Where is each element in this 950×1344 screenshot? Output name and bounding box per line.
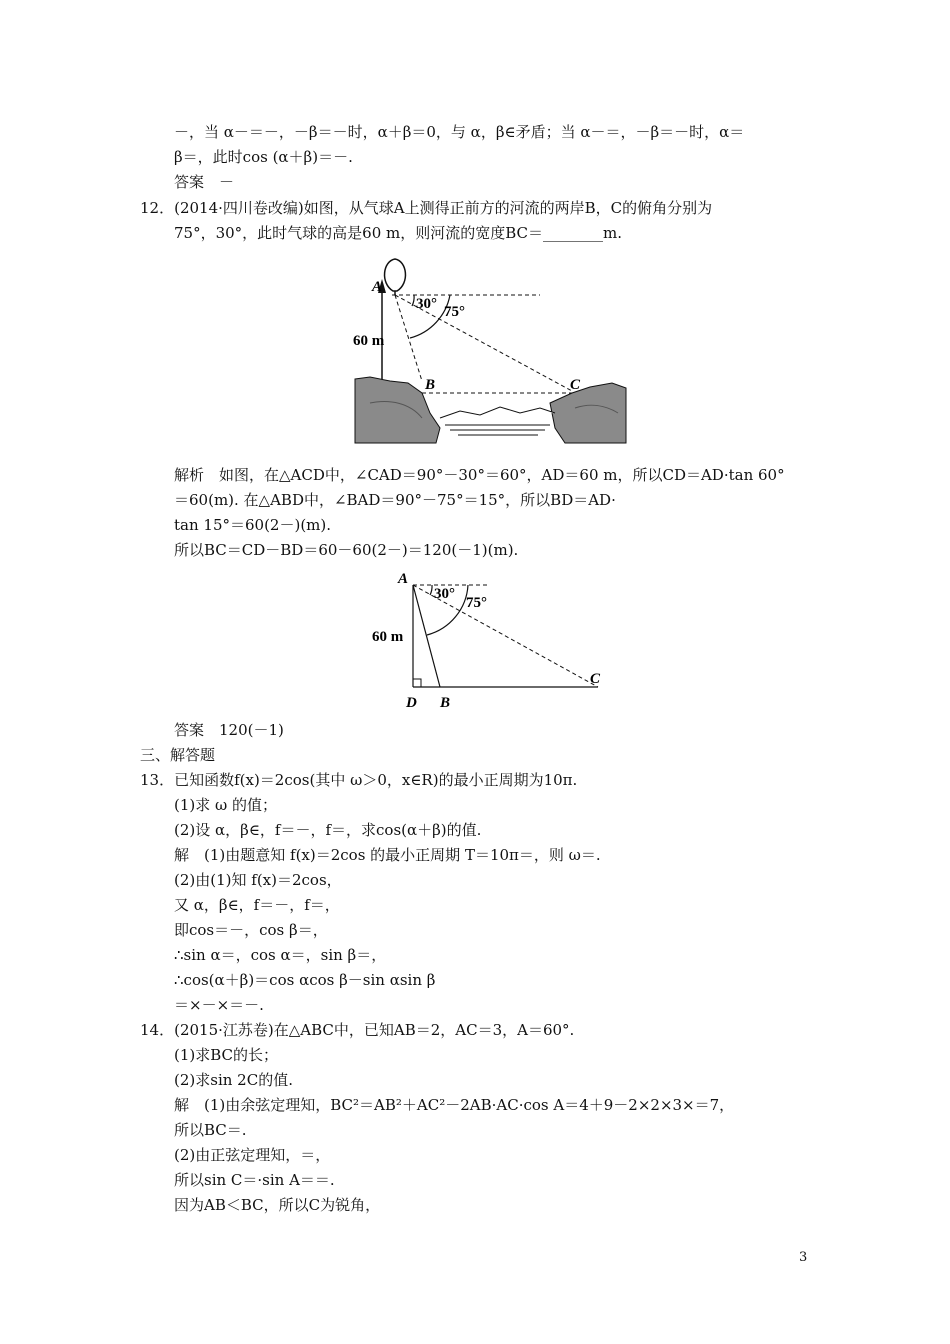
balloon-river-figure [350, 253, 630, 448]
text-line: 解 (1)由余弦定理知，BC²＝AB²＋AC²－2AB·AC·cos A＝4＋9－2×2×3×＝7， [174, 1096, 735, 1114]
problem-13-title: 13．已知函数f(x)＝2cos(其中 ω＞0，x∈R)的最小正周期为10π. [140, 771, 578, 789]
text-line: 解 (1)由题意知 f(x)＝2cos 的最小正周期 T＝10π＝，则 ω＝. [174, 846, 601, 864]
text-line: 答案 － [174, 173, 235, 191]
text-line: 答案 120(－1) [174, 721, 284, 739]
text-line: 即cos＝－，cos β＝， [174, 921, 328, 939]
section-heading: 三、解答题 [140, 746, 216, 764]
text-line: (2)由正弦定理知，＝， [174, 1146, 331, 1164]
text-line: 因为AB＜BC，所以C为锐角， [174, 1196, 381, 1214]
problem-12-title: 12．(2014·四川卷改编)如图，从气球A上测得正前方的河流的两岸B，C的俯角分别为 [140, 199, 713, 217]
height-label: 60 m [372, 629, 404, 645]
text-line: 所以sin C＝·sin A＝＝. [174, 1171, 335, 1189]
text-line: tan 15°＝60(2－)(m). [174, 516, 332, 534]
text-line: 75°，30°，此时气球的高是60 m，则河流的宽度BC＝________m. [174, 224, 623, 242]
triangle-figure [370, 565, 620, 715]
text-line: ∴cos(α＋β)＝cos αcos β－sin αsin β [174, 971, 436, 989]
label-b: B [440, 695, 451, 711]
text-line: 又 α，β∈，f＝－，f＝， [174, 896, 340, 914]
label-c: C [570, 377, 581, 393]
label-a: A [372, 279, 383, 295]
page-number: 3 [799, 1250, 808, 1265]
text-line: ∴sin α＝，cos α＝，sin β＝， [174, 946, 387, 964]
height-label: 60 m [353, 333, 385, 349]
text-line: (2)求sin 2C的值. [174, 1071, 293, 1089]
label-c: C [590, 671, 601, 687]
angle-30-label: 30° [416, 296, 437, 312]
text-line: 所以BC＝. [174, 1121, 247, 1139]
text-line: (1)求 ω 的值； [174, 796, 278, 814]
text-line: β＝，此时cos (α＋β)＝－. [174, 148, 353, 166]
angle-30-label: 30° [434, 586, 455, 602]
text-line: 所以BC＝CD－BD＝60－60(2－)＝120(－1)(m). [174, 541, 519, 559]
label-b: B [425, 377, 436, 393]
problem-14-title: 14．(2015·江苏卷)在△ABC中，已知AB＝2，AC＝3，A＝60°. [140, 1021, 575, 1039]
label-d: D [406, 695, 417, 711]
label-a: A [398, 571, 409, 587]
text-line: ＝60(m). 在△ABD中，∠BAD＝90°－75°＝15°，所以BD＝AD· [174, 491, 616, 509]
angle-75-label: 75° [466, 595, 487, 611]
text-line: －，当 α－＝－，－β＝－时，α＋β＝0，与 α，β∈矛盾；当 α－＝，－β＝－时，α＝ [174, 123, 745, 141]
text-line: (2)由(1)知 f(x)＝2cos， [174, 871, 342, 889]
text-line: (2)设 α，β∈，f＝－，f＝，求cos(α＋β)的值. [174, 821, 482, 839]
text-line: (1)求BC的长； [174, 1046, 279, 1064]
text-line: 解析 如图，在△ACD中，∠CAD＝90°－30°＝60°，AD＝60 m，所以CD＝AD·tan 60° [174, 466, 785, 484]
text-line: ＝×－×＝－. [174, 996, 264, 1014]
angle-75-label: 75° [444, 304, 465, 320]
